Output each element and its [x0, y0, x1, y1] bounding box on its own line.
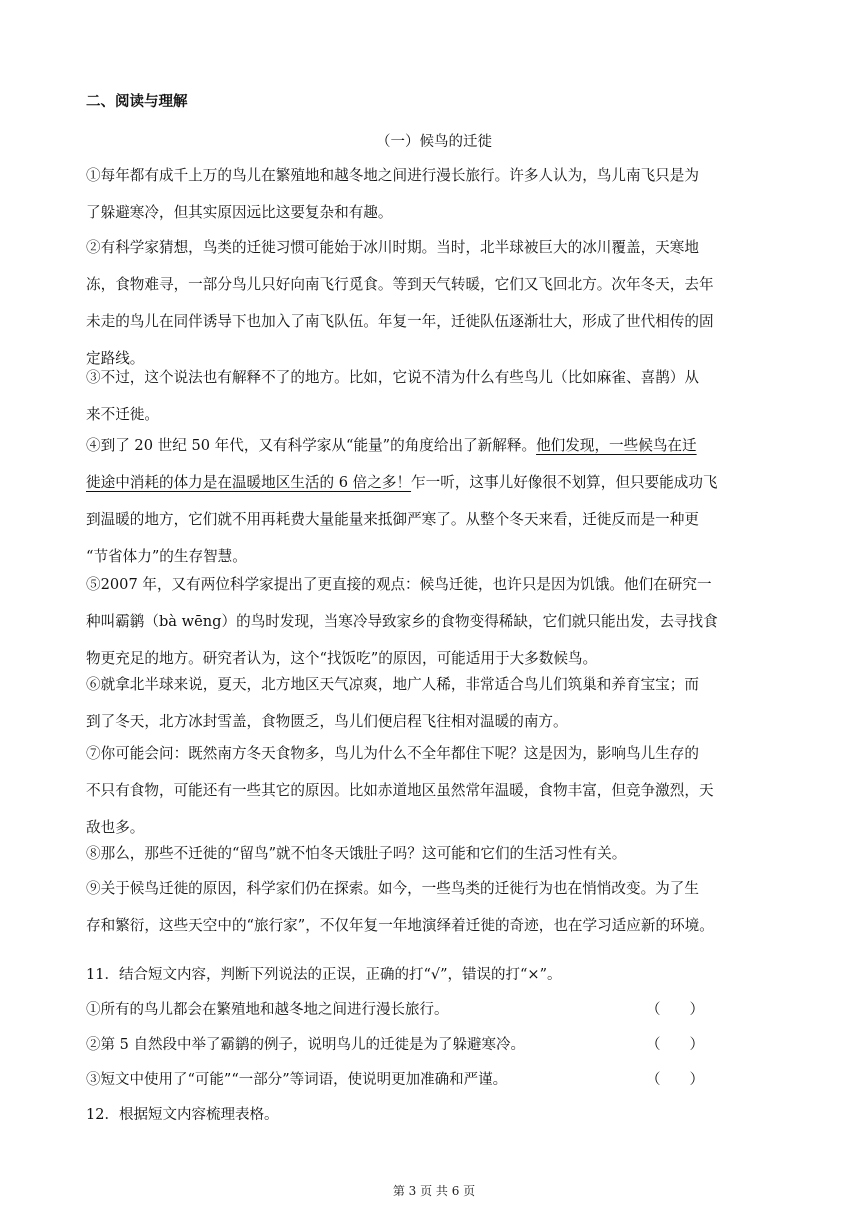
underlined-sentence: 徙途中消耗的体力是在温暖地区生活的 6 倍之多！	[86, 474, 412, 491]
paragraph-line: ⑧那么，那些不迁徙的“留鸟”就不怕冬天饿肚子吗？这可能和它们的生活习性有关。	[86, 845, 627, 862]
paragraph-line: ⑦你可能会问：既然南方冬天食物多，鸟儿为什么不全年都住下呢？这是因为，影响鸟儿生存的	[86, 745, 699, 762]
paragraph-line: ⑥就拿北半球来说，夏天，北方地区天气凉爽，地广人稀，非常适合鸟儿们筑巢和养育宝宝；而	[86, 676, 699, 693]
paragraph-line: 冻，食物难寻，一部分鸟儿只好向南飞行觅食。等到天气转暖，它们又飞回北方。次年冬天，去年	[86, 276, 714, 293]
paragraph-4	[86, 427, 782, 575]
paragraph-line: 来不迁徙。	[86, 406, 159, 423]
paragraph-line: 定路线。	[86, 350, 145, 367]
paragraph-line: ②有科学家猜想，鸟类的迁徙习惯可能始于冰川时期。当时，北半球被巨大的冰川覆盖，天寒地	[86, 239, 699, 256]
paragraph-line: 存和繁衍，这些天空中的“旅行家”，不仅年复一年地演绎着迁徙的奇迹，也在学习适应新的环境。	[86, 917, 714, 934]
paragraph-line: 敌也多。	[86, 819, 145, 836]
paragraph-line: ③不过，这个说法也有解释不了的地方。比如，它说不清为什么有些鸟儿（比如麻雀、喜鹊）从	[86, 369, 699, 386]
paragraph-9	[86, 870, 782, 944]
paragraph-line: 未走的鸟儿在同伴诱导下也加入了南飞队伍。年复一年，迁徙队伍逐渐壮大，形成了世代相传的固	[86, 313, 714, 330]
paragraph-line: 不只有食物，可能还有一些其它的原因。比如赤道地区虽然常年温暖，食物丰富，但竞争激烈，天	[86, 782, 714, 799]
page-footer: 第 3 页 共 6 页	[392, 1184, 476, 1198]
paragraph-line	[86, 464, 782, 501]
question-11: 11．结合短文内容，判断下列说法的正误，正确的打“√”，错误的打“×”。	[86, 967, 562, 983]
paragraph-line: 到温暖的地方，它们就不用再耗费大量能量来抵御严寒了。从整个冬天来看，迁徙反而是一种更	[86, 511, 699, 528]
question-11-item-3: ③短文中使用了“可能”“一部分”等词语，使说明更加准确和严谨。	[86, 1072, 508, 1088]
paragraph-line: 到了冬天，北方冰封雪盖，食物匮乏，鸟儿们便启程飞往相对温暖的南方。	[86, 713, 568, 730]
paragraph-2	[86, 229, 782, 377]
paragraph-line: 种叫霸鹟（bà wēng）的鸟时发现，当寒冷导致家乡的食物变得稀缺，它们就只能出发，去寻找食	[86, 613, 718, 630]
question-11-item-1: ①所有的鸟儿都会在繁殖地和越冬地之间进行漫长旅行。	[86, 1002, 449, 1018]
paragraph-6	[86, 666, 782, 740]
underlined-sentence: 他们发现，一些候鸟在迁	[536, 437, 697, 454]
paragraph-line: ⑨关于候鸟迁徙的原因，科学家们仍在探索。如今，一些鸟类的迁徙行为也在悄悄改变。为了生	[86, 880, 699, 897]
paragraph-line: ①每年都有成千上万的鸟儿在繁殖地和越冬地之间进行漫长旅行。许多人认为，鸟儿南飞只是为	[86, 167, 699, 184]
answer-blank[interactable]: （ ）	[646, 1072, 704, 1088]
paragraph-1	[86, 157, 782, 231]
paragraph-7	[86, 735, 782, 846]
paragraph-text: ④到了 20 世纪 50 年代，又有科学家从“能量”的角度给出了新解释。	[86, 437, 537, 454]
paragraph-5	[86, 566, 782, 677]
question-12: 12．根据短文内容梳理表格。	[86, 1107, 279, 1123]
paragraph-line: ⑤2007 年，又有两位科学家提出了更直接的观点：候鸟迁徙，也许只是因为饥饿。他们在研究一	[86, 576, 712, 593]
question-11-item-2: ②第 5 自然段中举了霸鹟的例子，说明鸟儿的迁徙是为了躲避寒冷。	[86, 1037, 525, 1053]
answer-blank[interactable]: （ ）	[646, 1037, 704, 1053]
paragraph-line: 了躲避寒冷，但其实原因远比这要复杂和有趣。	[86, 204, 393, 221]
paragraph-3	[86, 359, 782, 433]
paragraph-text: 乍一听，这事儿好像很不划算，但只要能成功飞	[411, 474, 718, 491]
answer-blank[interactable]: （ ）	[646, 1002, 704, 1018]
section-title: 二、阅读与理解	[86, 94, 188, 110]
paragraph-line	[86, 427, 782, 464]
paragraph-line: 物更充足的地方。研究者认为，这个“找饭吃”的原因，可能适用于大多数候鸟。	[86, 650, 598, 667]
paragraph-8	[86, 835, 782, 872]
article-title: （一）候鸟的迁徙	[376, 134, 492, 150]
paragraph-line: “节省体力”的生存智慧。	[86, 548, 247, 565]
